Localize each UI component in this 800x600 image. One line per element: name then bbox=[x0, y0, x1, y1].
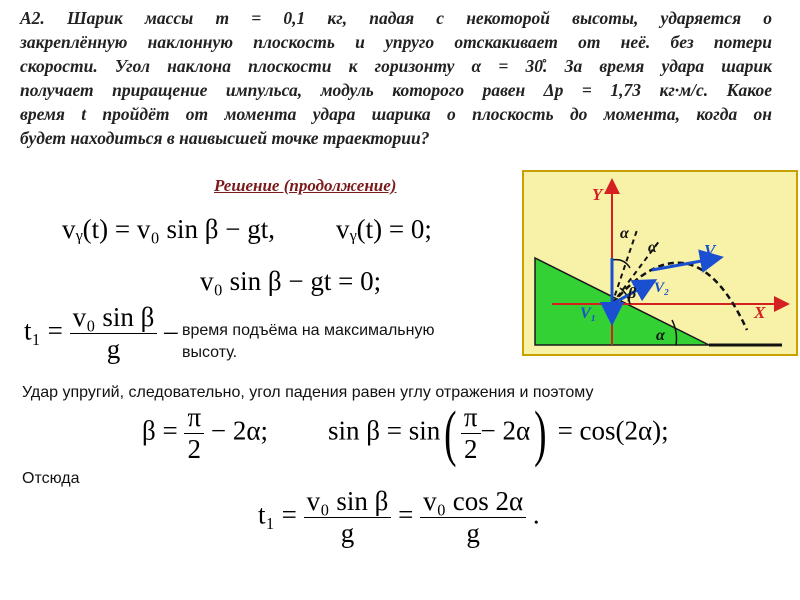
t1-numerator: v₀ sin β bbox=[72, 302, 155, 332]
problem-line-2: закреплённую наклонную плоскость и упруго отскакивает от неё. без потери bbox=[20, 32, 772, 52]
beta-lhs: β = bbox=[142, 415, 178, 446]
beta-numerator: π bbox=[187, 402, 202, 432]
sin-beta-denominator: 2 bbox=[461, 433, 481, 465]
equation-vy-zero: vᵧ(t) = 0; bbox=[336, 214, 432, 244]
solution-heading: Решение (продолжение) bbox=[214, 176, 397, 195]
problem-statement bbox=[20, 6, 780, 156]
equation-vy-t: vᵧ(t) = v₀ sin β − gt, bbox=[62, 214, 276, 244]
label-v1: V₁ bbox=[580, 305, 597, 322]
label-v2: V₂ bbox=[654, 280, 670, 296]
t1-lhs: t₁ = bbox=[24, 315, 63, 346]
final-lhs: t₁ = bbox=[258, 499, 297, 530]
final-numerator-1: v₀ sin β bbox=[306, 486, 389, 516]
final-fraction-1 bbox=[304, 486, 392, 549]
equation-t1-rise bbox=[24, 302, 178, 365]
label-x: X bbox=[754, 303, 766, 322]
sin-beta-numerator: π bbox=[463, 402, 478, 432]
final-numerator-2: v₀ cos 2α bbox=[423, 486, 524, 516]
equation-beta bbox=[142, 402, 268, 465]
label-beta: β bbox=[628, 285, 637, 302]
beta-fraction bbox=[184, 402, 204, 465]
sin-beta-rhs: = cos(2α); bbox=[557, 415, 669, 446]
problem-line-6: будет находиться в наивысшей точке траектории? bbox=[20, 128, 430, 148]
final-fraction-2 bbox=[420, 486, 526, 549]
sin-beta-fraction bbox=[461, 402, 481, 465]
label-alpha-bottom: α bbox=[656, 327, 665, 344]
label-alpha-top: α bbox=[620, 225, 629, 242]
beta-denominator: 2 bbox=[184, 433, 204, 465]
problem-line-5: время t пройдёт от момента удара шарика о плоскость до момента, когда он bbox=[20, 104, 772, 124]
problem-line-1: А2. Шарик массы m = 0,1 кг, падая с некоторой высоты, ударяется о bbox=[20, 8, 772, 28]
equation-rise-condition: v₀ sin β − gt = 0; bbox=[200, 266, 382, 296]
final-denominator-1: g bbox=[304, 517, 392, 549]
label-alpha-top-2: α bbox=[648, 239, 657, 256]
problem-line-4: получает приращение импульса, модуль которого равен Δp = 1,73 кг·м/с. Какое bbox=[20, 80, 772, 100]
final-equals: = bbox=[398, 499, 414, 530]
label-y: Y bbox=[592, 185, 603, 204]
label-v: V bbox=[704, 241, 716, 260]
elastic-impact-text: Удар упругий, следовательно, угол падения равен углу отражения и поэтому bbox=[22, 384, 594, 401]
right-paren: ) bbox=[534, 399, 547, 468]
t1-fraction bbox=[70, 302, 158, 365]
equation-t1-final bbox=[258, 486, 540, 549]
equation-sin-beta bbox=[328, 399, 669, 468]
rise-explanation-line-1: время подъёма на максимальную bbox=[182, 322, 435, 339]
t1-denominator: g bbox=[70, 333, 158, 365]
collision-diagram bbox=[522, 170, 798, 356]
hence-label: Отсюда bbox=[22, 470, 80, 487]
t1-dash: – bbox=[164, 315, 178, 346]
sin-beta-inner: − 2α bbox=[480, 415, 531, 446]
final-period: . bbox=[532, 499, 540, 530]
problem-line-3: скорости. Угол наклона плоскости к горизонту α = 30̊. За время удара шарик bbox=[20, 56, 772, 76]
rise-explanation-line-2: высоту. bbox=[182, 344, 238, 361]
final-denominator-2: g bbox=[420, 517, 526, 549]
beta-rest: − 2α; bbox=[210, 415, 268, 446]
left-paren: ( bbox=[444, 399, 457, 468]
sin-beta-lhs: sin β = sin bbox=[328, 415, 441, 446]
